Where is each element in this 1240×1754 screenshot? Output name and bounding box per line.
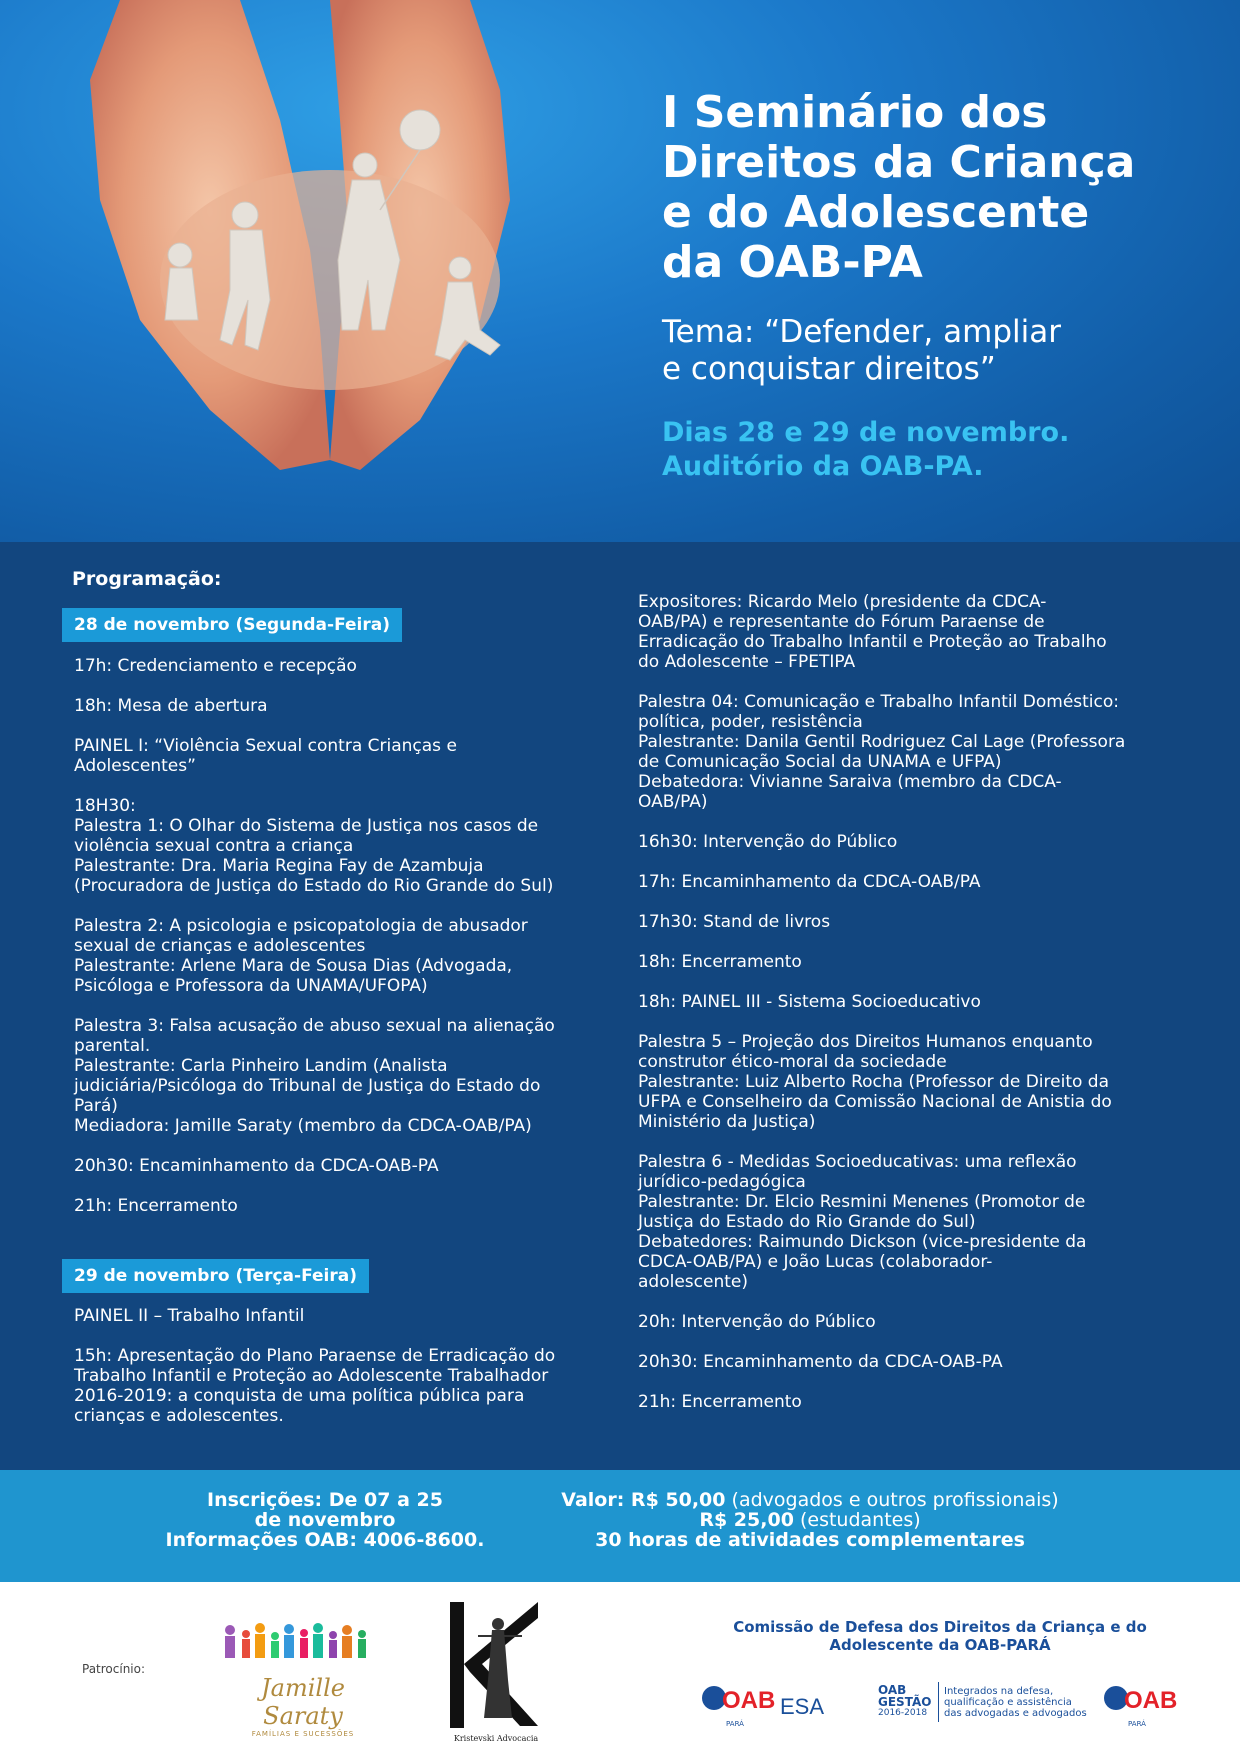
pricing-info xyxy=(520,1490,1100,1550)
seminar-theme xyxy=(662,314,1222,388)
oab-wordmark: OAB xyxy=(722,1687,776,1714)
esa-logo: ESA xyxy=(780,1694,825,1719)
slogan-line: Integrados na defesa, xyxy=(944,1686,1054,1697)
oab-gestao-logo xyxy=(878,1684,934,1732)
schedule-item: 17h30: Stand de livros xyxy=(638,912,831,932)
sponsors-footer xyxy=(0,1582,1240,1754)
schedule-item: Palestra 6 - Medidas Socioeducativas: uma reflexão jurídico-pedagógica Palestrante: Dr. Elcio Resmini Menenes (Promotor de Justiça do Estado do Rio Grande do Sul) Debatedores: Raimundo Dickson (vice-presidente da CDCA-OAB/PA) e João Lucas (colaborador- adolescente) xyxy=(638,1152,1087,1292)
complementary-hours: 30 horas de atividades complementares xyxy=(595,1529,1025,1551)
slogan-line: qualificação e assistência xyxy=(944,1697,1072,1708)
oab-para-label: PARÁ xyxy=(1128,1720,1146,1728)
schedule-item: Expositores: Ricardo Melo (presidente da CDCA- OAB/PA) e representante do Fórum Paraense de Erradicação do Trabalho Infantil e Proteção ao Trabalho do Adolescente – FPETIPA xyxy=(638,592,1107,672)
seminar-title xyxy=(662,88,1222,288)
schedule-item: 16h30: Intervenção do Público xyxy=(638,832,898,852)
seminar-dates xyxy=(662,416,1222,484)
commission-line: Comissão de Defesa dos Direitos da Criança e do xyxy=(733,1618,1147,1636)
hands-with-children-illustration xyxy=(80,0,600,500)
dates-line: Dias 28 e 29 de novembro. xyxy=(662,417,1070,448)
program-heading: Programação: xyxy=(72,568,222,590)
family-figures-icon xyxy=(218,1612,388,1662)
schedule-item: 18h: Encerramento xyxy=(638,952,802,972)
schedule-item: Palestra 5 – Projeção dos Direitos Humanos enquanto construtor ético-moral da sociedade Palestrante: Luiz Alberto Rocha (Professor de Direito da UFPA e Conselheiro da Comissão Nacional de Anistia do Ministério da Justiça) xyxy=(638,1032,1112,1132)
jamille-saraty-logo xyxy=(218,1612,388,1738)
slogan-line: das advogadas e advogados xyxy=(944,1708,1087,1719)
day2-header: 29 de novembro (Terça-Feira) xyxy=(62,1259,369,1293)
day1-header: 28 de novembro (Segunda-Feira) xyxy=(62,608,402,642)
oab-gestao-slogan xyxy=(944,1686,1087,1719)
program-section xyxy=(0,542,1240,1470)
oab-para-logo xyxy=(700,1682,776,1732)
schedule-item: 17h: Credenciamento e recepção xyxy=(74,656,357,676)
price-students-note: (estudantes) xyxy=(793,1509,921,1531)
day1-items xyxy=(74,656,634,1236)
dates-line: Auditório da OAB-PA. xyxy=(662,451,984,482)
title-line: e do Adolescente xyxy=(662,187,1090,238)
schedule-item: 21h: Encerramento xyxy=(638,1392,802,1412)
price-line-professionals xyxy=(520,1490,1100,1510)
schedule-item: 18h: Mesa de abertura xyxy=(74,696,268,716)
oab-globe-icon xyxy=(700,1682,776,1716)
title-line: da OAB-PA xyxy=(662,237,923,288)
schedule-item: 18h: PAINEL III - Sistema Socioeducativo xyxy=(638,992,981,1012)
schedule-item: 20h30: Encaminhamento da CDCA-OAB-PA xyxy=(74,1156,439,1176)
title-line: Direitos da Criança xyxy=(662,137,1136,188)
schedule-item: PAINEL II – Trabalho Infantil xyxy=(74,1306,305,1326)
oab-para-logo-secondary xyxy=(1102,1682,1178,1732)
registration-info-bar xyxy=(0,1470,1240,1582)
price-students: R$ 25,00 xyxy=(699,1509,794,1531)
hero-banner xyxy=(0,0,1240,542)
schedule-item: Palestra 2: A psicologia e psicopatologia de abusador sexual de crianças e adolescentes Palestrante: Arlene Mara de Sousa Dias (Advogada, Psicóloga e Professora da UNAMA/UFOPA) xyxy=(74,916,528,996)
price-professionals: Valor: R$ 50,00 xyxy=(561,1489,726,1511)
oab-para-label: PARÁ xyxy=(726,1720,744,1728)
oab-gestao-title: OAB GESTÃO xyxy=(878,1683,932,1709)
jamille-saraty-subtitle: FAMÍLIAS E SUCESSÕES xyxy=(251,1730,355,1738)
registration-info xyxy=(140,1490,510,1550)
kristevski-name: Kristevski Advocacia xyxy=(453,1734,539,1743)
logo-divider xyxy=(938,1682,939,1722)
schedule-item: Palestra 04: Comunicação e Trabalho Infantil Doméstico: política, poder, resistência Palestrante: Danila Gentil Rodriguez Cal Lage (Professora de Comunicação Social da UNAMA e UFPA) Debatedora: Vivianne Saraiva (membro da CDCA- OAB/PA) xyxy=(638,692,1126,812)
institutional-logos xyxy=(700,1682,1180,1742)
schedule-item: Palestra 3: Falsa acusação de abuso sexual na alienação parental. Palestrante: Carla Pinheiro Landim (Analista judiciária/Psicóloga do Tribunal de Justiça do Estado do Pará) Mediadora: Jamille Saraty (membro da CDCA-OAB/PA) xyxy=(74,1016,555,1136)
contact-line: Informações OAB: 4006-8600. xyxy=(165,1529,485,1551)
oab-gestao-years: 2016-2018 xyxy=(878,1708,928,1718)
commission-line: Adolescente da OAB-PARÁ xyxy=(829,1636,1051,1654)
commission-name xyxy=(730,1618,1150,1654)
schedule-item: 21h: Encerramento xyxy=(74,1196,238,1216)
kristevski-advocacia-logo xyxy=(448,1600,544,1750)
sponsorship-label: Patrocínio: xyxy=(82,1662,146,1676)
registration-line: Inscrições: De 07 a 25 xyxy=(207,1489,443,1511)
schedule-item: PAINEL I: “Violência Sexual contra Crianças e Adolescentes” xyxy=(74,736,457,776)
oab-wordmark: OAB xyxy=(1124,1687,1178,1714)
oab-globe-icon xyxy=(1102,1682,1178,1716)
day2-items xyxy=(74,1306,634,1446)
price-line-students xyxy=(520,1510,1100,1530)
registration-line: de novembro xyxy=(254,1509,396,1531)
jamille-saraty-name: Jamille Saraty xyxy=(261,1674,345,1730)
schedule-item: 17h: Encaminhamento da CDCA-OAB/PA xyxy=(638,872,981,892)
justice-statue-icon xyxy=(448,1600,544,1730)
schedule-item: 20h: Intervenção do Público xyxy=(638,1312,876,1332)
theme-line: e conquistar direitos” xyxy=(662,351,996,387)
schedule-item: 20h30: Encaminhamento da CDCA-OAB-PA xyxy=(638,1352,1003,1372)
price-professionals-note: (advogados e outros profissionais) xyxy=(725,1489,1059,1511)
schedule-item: 15h: Apresentação do Plano Paraense de Erradicação do Trabalho Infantil e Proteção ao Adolescente Trabalhador 2016-2019: a conquista de uma política pública para crianças e adolescentes. xyxy=(74,1346,556,1426)
theme-line: Tema: “Defender, ampliar xyxy=(662,314,1061,350)
day2-items-continued xyxy=(638,592,1198,1432)
title-line: I Seminário dos xyxy=(662,87,1048,138)
schedule-item: 18H30: Palestra 1: O Olhar do Sistema de Justiça nos casos de violência sexual contra a criança Palestrante: Dra. Maria Regina Fay de Azambuja (Procuradora de Justiça do Estado do Rio Grande do Sul) xyxy=(74,796,554,896)
